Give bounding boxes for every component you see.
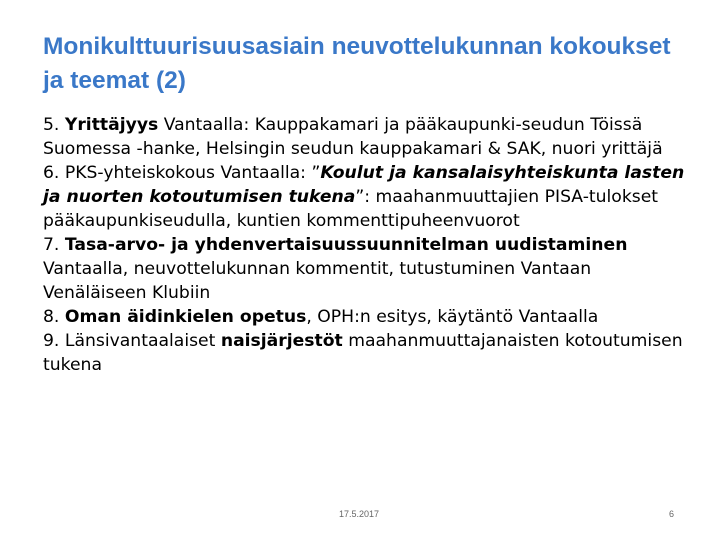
- item-bold-text: Tasa-arvo- ja yhdenvertaisuussuunnitelman uudistaminen: [64, 235, 628, 255]
- page-number: 6: [669, 509, 675, 519]
- item-number: 7.: [43, 235, 60, 255]
- item-bold-text: Oman äidinkielen opetus: [64, 307, 307, 327]
- agenda-item-5: [43, 113, 693, 161]
- item-number: 9.: [43, 331, 60, 351]
- agenda-item-9: [43, 329, 693, 377]
- item-text: Vantaalla: Kauppakamari ja pääkaupunki-seudun Töissä Suomessa -hanke, Helsingin seudun kauppakamari & SAK, nuori yrittäjä: [43, 115, 663, 159]
- item-text: Vantaalla, neuvottelukunnan kommentit, tutustuminen Vantaan Venäläiseen Klubiin: [43, 259, 592, 303]
- slide-title: Monikulttuurisuusasiain neuvottelukunnan kokoukset ja teemat (2): [43, 33, 671, 94]
- item-bold-text: Yrittäjyys: [64, 115, 159, 135]
- item-text: ”: maahanmuuttajien PISA-tulokset pääkaupunkiseudulla, kuntien kommenttipuheenvuorot: [43, 187, 659, 231]
- item-bold-text: naisjärjestöt: [220, 331, 343, 351]
- item-text: PKS-yhteiskokous Vantaalla: ”: [64, 163, 321, 183]
- item-bold-italic-text: Koulut ja kansalaisyhteiskunta lasten ja nuorten kotoutumisen tukena: [43, 163, 685, 207]
- agenda-item-7: [43, 233, 693, 305]
- footer-date: 17.5.2017: [339, 509, 380, 519]
- item-text: , OPH:n esitys, käytäntö Vantaalla: [306, 307, 599, 327]
- slide-body: [43, 113, 693, 377]
- item-text: maahanmuuttajanaisten kotoutumisen tukena: [43, 331, 683, 375]
- item-text: Länsivantaalaiset: [64, 331, 221, 351]
- item-number: 5.: [43, 115, 60, 135]
- agenda-item-8: [43, 305, 693, 329]
- agenda-item-6: [43, 161, 693, 233]
- item-number: 8.: [43, 307, 60, 327]
- item-number: 6.: [43, 163, 60, 183]
